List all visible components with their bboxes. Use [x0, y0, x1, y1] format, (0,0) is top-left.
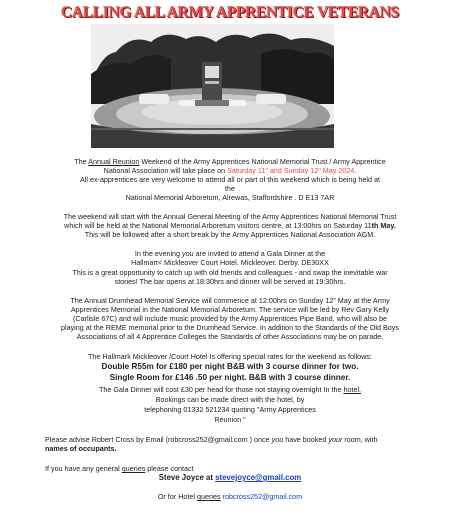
intro-line-5: National Memorial Arboretum, Alrewas, Staffordshire . D E13 7AR: [125, 193, 335, 202]
intro-line-4: the: [225, 184, 235, 193]
rob-email-link[interactable]: robcross252@gmail.com: [220, 492, 303, 501]
memorial-photo: [91, 24, 334, 148]
contact-line-1: If you have any general queries please contact: [45, 464, 194, 473]
service-line-2: Apprentices Memorial in the National Memorial Arboretum. The service will be led by Rev Gary Kelly: [70, 305, 390, 314]
advise-line-2: names of occupants.: [45, 444, 117, 453]
hotel-line-5: Bookings can be made direct with the hotel, by: [155, 395, 305, 404]
intro-line-2: National Association will take place on Saturday 11" and Sunday 12" May 2024.: [103, 166, 357, 175]
service-line-1: The Annual Drumhead Memorial Service will commence at 12:00hrs on Sunday 12" May at the Army: [70, 296, 390, 305]
agm-line-3: This will be followed after a short break by the Army Apprentices National Association AGM.: [84, 230, 376, 239]
dinner-line-3: This is a great opportunity to catch up with old friends and colleagues - and swap the inevitable war: [72, 268, 388, 277]
hotel-line-7: Reunion ": [214, 415, 246, 424]
dinner-line-1: In the evening you are invited to attend a Gala Dinner at the: [134, 249, 326, 258]
hotel-line-4: The Gala Dinner will cost £30 per head for those not staying overnight In the hotel.: [98, 385, 362, 394]
dinner-line-4: stories! The bar opens at 18:30hrs and dinner will be served at 19:30hrs.: [114, 277, 346, 286]
hotel-phone-line: telephoning 01332 521234 quoting "Army Apprentices: [144, 405, 316, 414]
service-line-4: playing at the REME memorial prior to the Drumhead Service. In addition to the Standards of the Old Boys: [61, 323, 399, 332]
service-line-3: (Carlisle 67C) and will include music provided by the Army Apprentices Pipe Band, who will also be: [72, 314, 387, 323]
dinner-line-2: Hallmart< Mickleover Court Hotel. Mickleover. Derby. DE30XX: [131, 258, 329, 267]
advise-line-1: Please advise Robert Cross by Email (robcross252@gmail.com ) once you have booked your room, with: [45, 435, 378, 444]
contact-steve-line: Steve Joyce at stevejoyce@gmail.com: [158, 473, 302, 482]
memorial-illustration: [91, 24, 334, 148]
agm-line-1: The weekend will start with the Annual General Meeting of the Army Apprentices National Memorial Trust: [63, 212, 397, 221]
double-room-rate: Double R55m for £180 per night B&B with 3 course dinner for two.: [101, 362, 359, 371]
hotel-line-1: The Hallmark Mickleover /Court Hotel Is offering special rates for the weekend as follows:: [88, 352, 372, 361]
annual-reunion-text: Annual Reunion: [88, 157, 140, 166]
steve-email-link[interactable]: stevejoyce@gmail.com: [215, 473, 302, 482]
reunion-dates: Saturday 11" and Sunday 12" May 2024.: [227, 166, 357, 175]
agm-line-2: which will be held at the National Memorial Arboretum visitors centre, at 13:00hrs on Saturday 11th May.: [64, 221, 396, 230]
intro-line-3: All ex-apprentices are very welcome to attend all or part of this weekend which is being held at: [79, 175, 381, 184]
intro-line-1: The Annual Reunion Weekend of the Army Apprentices National Memorial Trust / Army Apprentice: [74, 157, 386, 166]
service-line-5: Associations of all 4 Apprentice Colleges the Standards of other Associations may be on parade.: [76, 332, 384, 341]
contact-hotel-line: Or for Hotel queries robcross252@gmail.com: [157, 492, 303, 501]
single-room-rate: Single Room for £146 .50 per night. B&B with 3 course dinner.: [109, 373, 351, 382]
flyer-title: CALLING ALL ARMY APPRENTICE VETERANS: [60, 4, 400, 21]
